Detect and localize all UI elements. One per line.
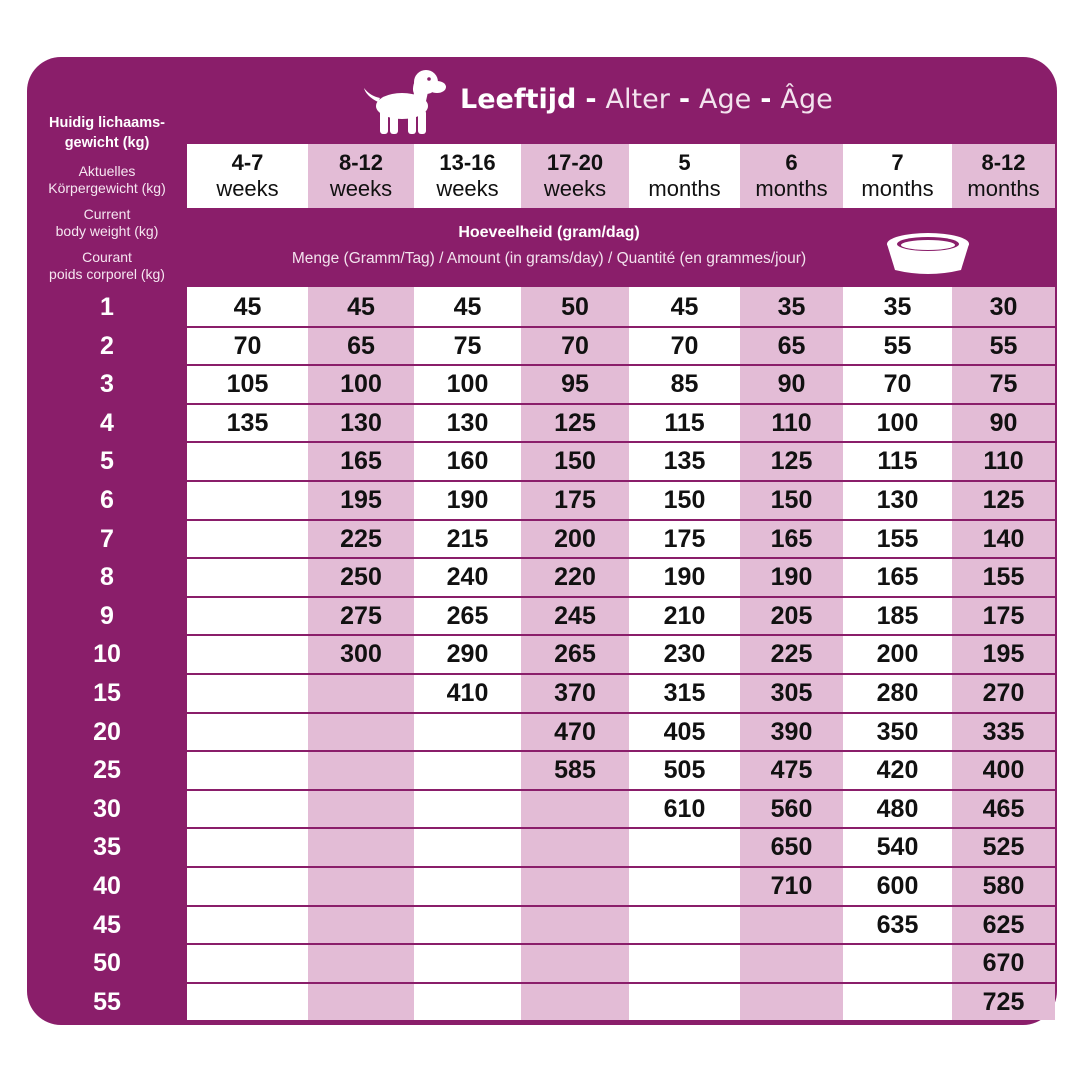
table-cell: 710: [770, 872, 813, 900]
table-cell: 210: [663, 601, 706, 630]
table-cell: 135: [663, 447, 706, 476]
table-cell: [629, 828, 740, 866]
table-cell: [414, 828, 521, 866]
amount-banner-subtitle: Menge (Gramm/Tag) / Amount (in grams/day) / Quantité (en grammes/jour): [291, 250, 807, 267]
table-cell: 390: [770, 717, 813, 746]
age-header-title: [460, 80, 833, 120]
table-cell: 230: [663, 640, 706, 669]
table-cell: 540: [876, 833, 919, 862]
table-cell: 160: [446, 447, 489, 476]
age-title-fr: Âge: [780, 84, 833, 115]
table-cell: [187, 944, 308, 982]
weight-label-nl-line1: Huidig lichaams-: [48, 115, 166, 131]
table-cell: [187, 906, 308, 944]
table-cell: [629, 944, 740, 982]
table-cell: 560: [770, 794, 813, 823]
dog-icon: [362, 66, 446, 136]
column-header: [308, 144, 414, 208]
table-cell: 100: [446, 370, 489, 399]
row-weight-label: 1: [100, 293, 114, 321]
table-cell: 140: [982, 524, 1025, 553]
column-header-line2: weeks: [329, 176, 393, 201]
amount-banner-title: Hoeveelheid (gram/dag): [458, 224, 640, 241]
column-header-line1: 17-20: [546, 150, 604, 175]
table-cell: 370: [554, 679, 596, 707]
weight-label-fr: [27, 249, 187, 283]
table-cell: 70: [883, 370, 912, 399]
table-cell: [187, 983, 308, 1021]
table-cell: 420: [876, 756, 919, 785]
table-cell: 505: [663, 756, 706, 785]
row-divider: [187, 827, 1055, 829]
table-cell: 410: [446, 679, 489, 707]
table-cell: [629, 867, 740, 905]
table-cell: [521, 944, 629, 982]
table-cell: [187, 481, 308, 519]
table-cell: [414, 983, 521, 1021]
column-header-line1: 8-12: [338, 150, 384, 175]
table-cell: 45: [233, 293, 262, 321]
table-cell: [187, 790, 308, 828]
table-cell: [521, 828, 629, 866]
table-cell: 725: [982, 987, 1025, 1016]
table-cell: 670: [982, 949, 1025, 978]
table-cell: 185: [876, 601, 919, 630]
table-cell: 125: [554, 408, 596, 437]
column-header: [414, 144, 521, 208]
column-header-line1: 4-7: [231, 150, 264, 175]
table-cell: 35: [883, 293, 912, 321]
row-weight-label: 6: [100, 486, 114, 514]
table-cell: 50: [561, 293, 589, 321]
row-divider: [187, 866, 1055, 868]
row-divider: [187, 441, 1055, 443]
weight-label-en: [27, 206, 187, 240]
table-cell: 280: [876, 679, 919, 707]
table-cell: 610: [663, 794, 706, 823]
table-cell: 100: [340, 370, 382, 399]
table-cell: 275: [340, 601, 382, 630]
weight-label-nl: [27, 113, 187, 153]
table-cell: [629, 906, 740, 944]
row-divider: [187, 326, 1055, 328]
table-cell: [414, 713, 521, 751]
table-cell: 165: [876, 563, 919, 592]
table-cell: [187, 558, 308, 596]
row-weight-label: 15: [93, 679, 121, 707]
weight-label-de: [27, 163, 187, 197]
row-weight-label: 3: [100, 370, 114, 399]
weight-label-de-line2: Körpergewicht (kg): [48, 180, 166, 196]
table-cell: 130: [876, 486, 919, 514]
table-cell: [308, 751, 414, 789]
row-divider: [187, 634, 1055, 636]
row-divider: [187, 596, 1055, 598]
table-cell: [414, 944, 521, 982]
table-cell: 115: [664, 408, 705, 437]
column-header-line2: months: [861, 176, 934, 201]
column-header: [843, 144, 952, 208]
table-cell: 405: [663, 717, 706, 746]
row-divider: [187, 364, 1055, 366]
table-cell: 270: [982, 679, 1025, 707]
table-cell: 55: [883, 331, 912, 360]
column-header: [629, 144, 740, 208]
row-weight-label: 20: [93, 717, 121, 746]
table-cell: 245: [554, 601, 596, 630]
table-cell: 155: [982, 563, 1025, 592]
table-cell: 465: [982, 794, 1025, 823]
table-cell: 200: [554, 524, 596, 553]
row-divider: [187, 519, 1055, 521]
row-weight-label: 7: [100, 524, 114, 553]
table-cell: 190: [770, 563, 813, 592]
table-cell: 105: [226, 370, 269, 399]
table-cell: 115: [877, 447, 918, 476]
table-cell: 305: [770, 679, 813, 707]
table-cell: 110: [771, 408, 812, 437]
table-cell: 525: [982, 833, 1025, 862]
age-title-nl: Leeftijd: [460, 84, 577, 115]
table-cell: 75: [989, 370, 1018, 399]
table-cell: 155: [876, 524, 919, 553]
row-divider: [187, 750, 1055, 752]
row-divider: [187, 905, 1055, 907]
amount-banner: [199, 208, 1041, 287]
table-cell: 475: [770, 756, 813, 785]
table-cell: 85: [670, 370, 699, 399]
table-cell: 45: [670, 293, 699, 321]
row-weight-label: 2: [100, 331, 114, 360]
column-header-line1: 5: [678, 150, 691, 175]
row-divider: [187, 982, 1055, 984]
row-weight-label: 4: [100, 408, 114, 437]
table-cell: 470: [554, 717, 596, 746]
table-cell: [521, 906, 629, 944]
table-cell: 30: [989, 293, 1018, 321]
column-header-line2: weeks: [216, 176, 279, 201]
table-cell: [308, 828, 414, 866]
table-cell: [414, 867, 521, 905]
table-cell: 90: [989, 408, 1018, 437]
table-cell: [308, 867, 414, 905]
row-divider: [187, 673, 1055, 675]
table-cell: 165: [770, 524, 813, 553]
column-header-line2: months: [755, 176, 828, 201]
title-separator: -: [678, 84, 691, 115]
table-cell: [308, 906, 414, 944]
row-weight-label: 35: [93, 833, 121, 862]
table-cell: [740, 944, 843, 982]
table-cell: 215: [446, 524, 489, 553]
table-cell: 70: [670, 331, 699, 360]
age-title-en: Age: [699, 84, 752, 115]
row-weight-label: 25: [93, 756, 121, 785]
weight-label-fr-line2: poids corporel (kg): [49, 266, 165, 282]
table-cell: 150: [770, 486, 813, 514]
table-cell: 130: [446, 408, 489, 437]
column-header-line1: 7: [891, 150, 904, 175]
title-separator: -: [585, 84, 597, 115]
table-cell: 195: [982, 640, 1025, 669]
table-cell: 585: [554, 756, 596, 785]
table-cell: 240: [446, 563, 489, 592]
column-header: [740, 144, 843, 208]
table-cell: 335: [982, 717, 1025, 746]
table-cell: 165: [340, 447, 382, 476]
table-cell: [187, 674, 308, 712]
row-weight-label: 5: [100, 447, 114, 476]
table-cell: 135: [226, 408, 269, 437]
row-divider: [187, 789, 1055, 791]
weight-label-en-line2: body weight (kg): [55, 223, 159, 239]
table-cell: 250: [340, 563, 382, 592]
row-weight-label: 10: [93, 640, 121, 669]
table-cell: 175: [554, 486, 596, 514]
weight-label-de-line1: Aktuelles: [78, 163, 136, 179]
table-cell: [187, 751, 308, 789]
table-cell: 190: [446, 486, 489, 514]
column-header: [521, 144, 629, 208]
table-cell: [521, 790, 629, 828]
table-cell: [308, 713, 414, 751]
table-cell: [740, 983, 843, 1021]
row-divider: [187, 480, 1055, 482]
table-cell: 150: [554, 447, 596, 476]
table-cell: [187, 442, 308, 480]
table-cell: 290: [446, 640, 489, 669]
row-divider: [187, 943, 1055, 945]
table-cell: 225: [340, 524, 382, 553]
table-cell: 35: [777, 293, 806, 321]
table-cell: 150: [663, 486, 706, 514]
table-cell: 635: [876, 910, 919, 939]
food-bowl-icon: [883, 222, 973, 276]
row-weight-label: 55: [93, 987, 121, 1016]
weight-label-en-line1: Current: [83, 206, 131, 222]
table-cell: 125: [982, 486, 1025, 514]
table-cell: 265: [554, 640, 596, 669]
table-cell: [521, 983, 629, 1021]
table-cell: [629, 983, 740, 1021]
row-weight-label: 30: [93, 794, 121, 823]
table-cell: [308, 790, 414, 828]
table-cell: [308, 944, 414, 982]
weight-label-nl-line2: gewicht (kg): [64, 135, 150, 151]
table-cell: 190: [663, 563, 706, 592]
table-cell: 650: [770, 833, 813, 862]
table-cell: 75: [453, 331, 482, 360]
row-weight-label: 9: [100, 601, 114, 630]
table-cell: 90: [777, 370, 806, 399]
table-cell: 70: [561, 331, 589, 360]
table-cell: 45: [347, 293, 375, 321]
table-cell: 480: [876, 794, 919, 823]
column-header-line1: 8-12: [981, 150, 1026, 175]
table-cell: 265: [446, 601, 489, 630]
table-cell: [187, 597, 308, 635]
table-cell: [308, 983, 414, 1021]
row-weight-label: 40: [93, 872, 121, 900]
table-cell: [187, 520, 308, 558]
column-header-line1: 13-16: [439, 150, 496, 175]
column-header: [952, 144, 1055, 208]
table-cell: 225: [770, 640, 813, 669]
table-cell: 110: [983, 447, 1024, 476]
row-weight-label: 50: [93, 949, 121, 978]
age-title-de: Alter: [605, 84, 670, 115]
table-cell: 130: [340, 408, 382, 437]
weight-label-fr-line1: Courant: [82, 249, 132, 265]
table-cell: 65: [777, 331, 806, 360]
table-cell: 200: [876, 640, 919, 669]
row-weight-label: 45: [93, 910, 121, 939]
table-cell: [414, 906, 521, 944]
table-cell: [187, 867, 308, 905]
title-separator: -: [760, 84, 772, 115]
table-cell: 625: [982, 910, 1025, 939]
table-cell: 65: [347, 331, 375, 360]
table-cell: 95: [561, 370, 589, 399]
row-divider: [187, 557, 1055, 559]
table-cell: [521, 867, 629, 905]
table-cell: [843, 944, 952, 982]
table-cell: 100: [876, 408, 919, 437]
table-cell: 350: [876, 717, 919, 746]
row-weight-label: 8: [100, 563, 114, 592]
table-cell: [187, 828, 308, 866]
table-cell: 195: [340, 486, 382, 514]
table-cell: 400: [982, 756, 1025, 785]
table-cell: [187, 635, 308, 673]
column-header: [187, 144, 308, 208]
row-divider: [187, 403, 1055, 405]
table-cell: 300: [340, 640, 382, 669]
table-cell: [187, 713, 308, 751]
column-header-line1: 6: [785, 150, 798, 175]
table-cell: 220: [554, 563, 596, 592]
table-cell: 125: [770, 447, 813, 476]
table-cell: 580: [982, 872, 1025, 900]
column-header-line2: weeks: [543, 176, 607, 201]
table-cell: 55: [989, 331, 1018, 360]
column-header-line2: weeks: [436, 176, 499, 201]
row-divider: [187, 712, 1055, 714]
table-cell: 600: [876, 872, 919, 900]
table-cell: 175: [663, 524, 706, 553]
table-cell: 45: [453, 293, 482, 321]
table-cell: 70: [233, 331, 262, 360]
table-cell: 315: [663, 679, 706, 707]
table-cell: [843, 983, 952, 1021]
column-header-line2: months: [648, 176, 721, 201]
table-cell: 205: [770, 601, 813, 630]
table-cell: 175: [982, 601, 1025, 630]
table-cell: [414, 790, 521, 828]
table-cell: [308, 674, 414, 712]
column-header-line2: months: [967, 176, 1040, 201]
table-cell: [740, 906, 843, 944]
table-cell: [414, 751, 521, 789]
